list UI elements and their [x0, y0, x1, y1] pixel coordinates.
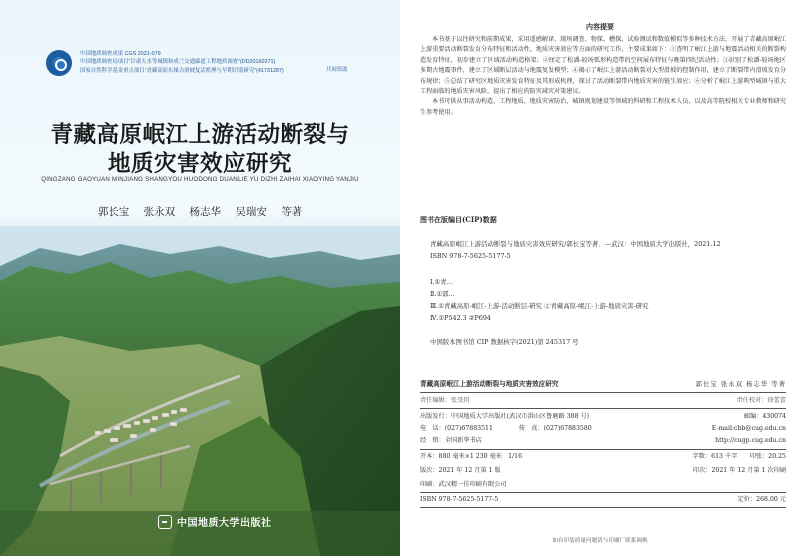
cover-title-line-2: 地质灾害效应研究 — [107, 151, 292, 177]
cip-list-item: Ⅲ.①青藏高原-岷江-上游-活动断层-研究 ②青藏高原-岷江-上游-地质灾害-研究 — [430, 302, 649, 310]
cover-header — [0, 0, 400, 95]
publisher-logo-icon — [158, 515, 172, 529]
cover-title-line-1: 青藏高原岷江上游活动断裂与 — [50, 122, 350, 148]
series-label: 中国地质调查成果 CGS 2021-079 — [80, 51, 161, 57]
cip-isbn: ISBN 978-7-5625-5177-5 — [430, 252, 511, 260]
cip-main — [420, 238, 780, 262]
isbn-price-row — [420, 493, 786, 507]
cover-pinyin-title: QINGZANG GAOYUAN MINJIANG SHANGYOU HUODONG DUANLIE YU DIZHI ZAIHAI XIAOYING YANJIU — [41, 176, 359, 183]
cover-authors — [0, 204, 400, 219]
project-2-text: 国家自然科学基金重点项目“青藏高原东缘古滑坡复活机理与早期识别研究” — [80, 67, 257, 74]
distributor: 经 销：全国新华书店 — [420, 437, 482, 444]
project-2-code: (41731287) — [256, 67, 284, 74]
cip-record-number: 中国版本图书馆 CIP 数据核字(2021)第 245317 号 — [430, 338, 579, 346]
wordcount: 字数：613 千字 印张：20.25 — [692, 453, 786, 460]
survey-logo-icon — [46, 50, 72, 76]
colophon-book-title: 青藏高原岷江上游活动断裂与地质灾害效应研究 — [420, 380, 559, 388]
author-2: 张永双 — [143, 206, 176, 218]
cip-list-item: Ⅱ.①郭… — [430, 290, 455, 298]
postcode: 邮编：430074 — [743, 413, 786, 420]
cip-list-item: Ⅳ.①P542.3 ②P694 — [430, 314, 491, 322]
price: 定价：268.00 元 — [737, 496, 786, 503]
printer: 印刷：武汉精一佳印刷有限公司 — [420, 481, 507, 488]
responsible-proofreader: 责任校对：徐蕾蕾 — [736, 397, 786, 404]
colophon — [420, 378, 786, 508]
author-1: 郭长宝 — [97, 206, 130, 218]
abstract-paragraph-2: 本书可供从事活动构造、工程地质、地质灾害防治、城镇规划建设等领域的科研和工程技术人员，以及高等院校相关专业教师和研究生参考使用。 — [420, 98, 786, 116]
abstract-body — [420, 35, 786, 118]
email: E-mail:cbb@cug.edu.cn — [711, 425, 786, 432]
fax: 传 真：(027)67883580 — [518, 425, 592, 432]
colophon-authors: 郭长宝 张永双 杨志华 等著 — [695, 380, 786, 388]
printer-row — [420, 478, 786, 492]
colophon-title-row — [420, 378, 786, 393]
cip-list-item: Ⅰ.①青… — [430, 278, 454, 286]
copyright-page — [400, 0, 800, 556]
project-1-code: (DD20160271) — [239, 59, 276, 66]
abstract-title: 内容提要 — [586, 22, 614, 31]
isbn: ISBN 978-7-5625-5177-5 — [420, 496, 499, 503]
cip-classification-list — [430, 276, 649, 324]
edition-row — [420, 464, 786, 478]
publisher-mark — [158, 514, 272, 529]
website: http://cugp.cug.edu.cn — [715, 437, 786, 444]
phone-fax-row — [420, 424, 712, 434]
cip-title: 图书在版编目(CIP)数据 — [420, 215, 497, 224]
author-4: 吴瑞安 — [235, 206, 267, 218]
authors-suffix: 等著 — [281, 206, 303, 218]
project-1-text: 中国地质调查局项目“甘肃天水等城镇和成兰交通廊道工程地质调查” — [80, 59, 240, 66]
abstract-paragraph-1: 本书基于以往研究和前期成果，采用遥感解译、现场调查、物探、槽探、试验测试和数值模拟等多种技术方法，开展了青藏高原岷江上游重要活动断裂发育分布特征和活动性、地质灾害效应等方面的研究工作，主要成果如下：①查明了岷江上游与地震活动相关的断裂构造发育特征，初步建立了区域活动构造格架；②厘定了松潘-较场弧形构造带的空间展布特征与晚第四纪活动性；③识别了松潘-较场地区多期古地震事件，建立了区域断层活动与地震复发模型；④揭示了岷江上游活动断裂对大型滑坡的控制作用，建立了断裂带内滑坡发育分布规律；⑤总结了研究区地质灾害发育特征及其形成机理，探讨了活动断裂带内地质灾害的链生效应；⑥分析了岷江上游典型城镇与重大工程面临的地质灾害风险，提出了相应的防灾减灾对策建议。 — [420, 36, 786, 96]
edition: 版次：2021 年 12 月第 1 版 — [420, 467, 501, 474]
phone: 电 话：(027)67883511 — [420, 425, 493, 432]
colophon-editor-row — [420, 393, 786, 409]
colophon-publisher-grid — [420, 409, 786, 449]
divider — [420, 507, 786, 508]
publisher-name: 中国地质大学出版社 — [177, 518, 272, 529]
cover-landscape-photo — [0, 226, 400, 556]
funding-tag: 共同资助 — [326, 67, 348, 73]
author-3: 杨志华 — [189, 206, 221, 218]
printing: 印次：2021 年 12 月第 1 次印刷 — [692, 467, 786, 474]
quality-notice: 如有印装质量问题请与印刷厂联系调换 — [552, 538, 648, 544]
responsible-editor: 责任编辑：张旻玥 — [420, 397, 470, 404]
cip-main-line: 青藏高原岷江上游活动断裂与地质灾害效应研究/郭长宝等著．—武汉：中国地质大学出版社，2021.12 — [430, 240, 721, 248]
format: 开本：880 毫米×1 230 毫米 1/16 — [420, 453, 523, 460]
publisher-address: 出版发行：中国地质大学出版社(武汉市洪山区鲁磨路 388 号) — [420, 413, 590, 420]
format-row — [420, 450, 786, 464]
